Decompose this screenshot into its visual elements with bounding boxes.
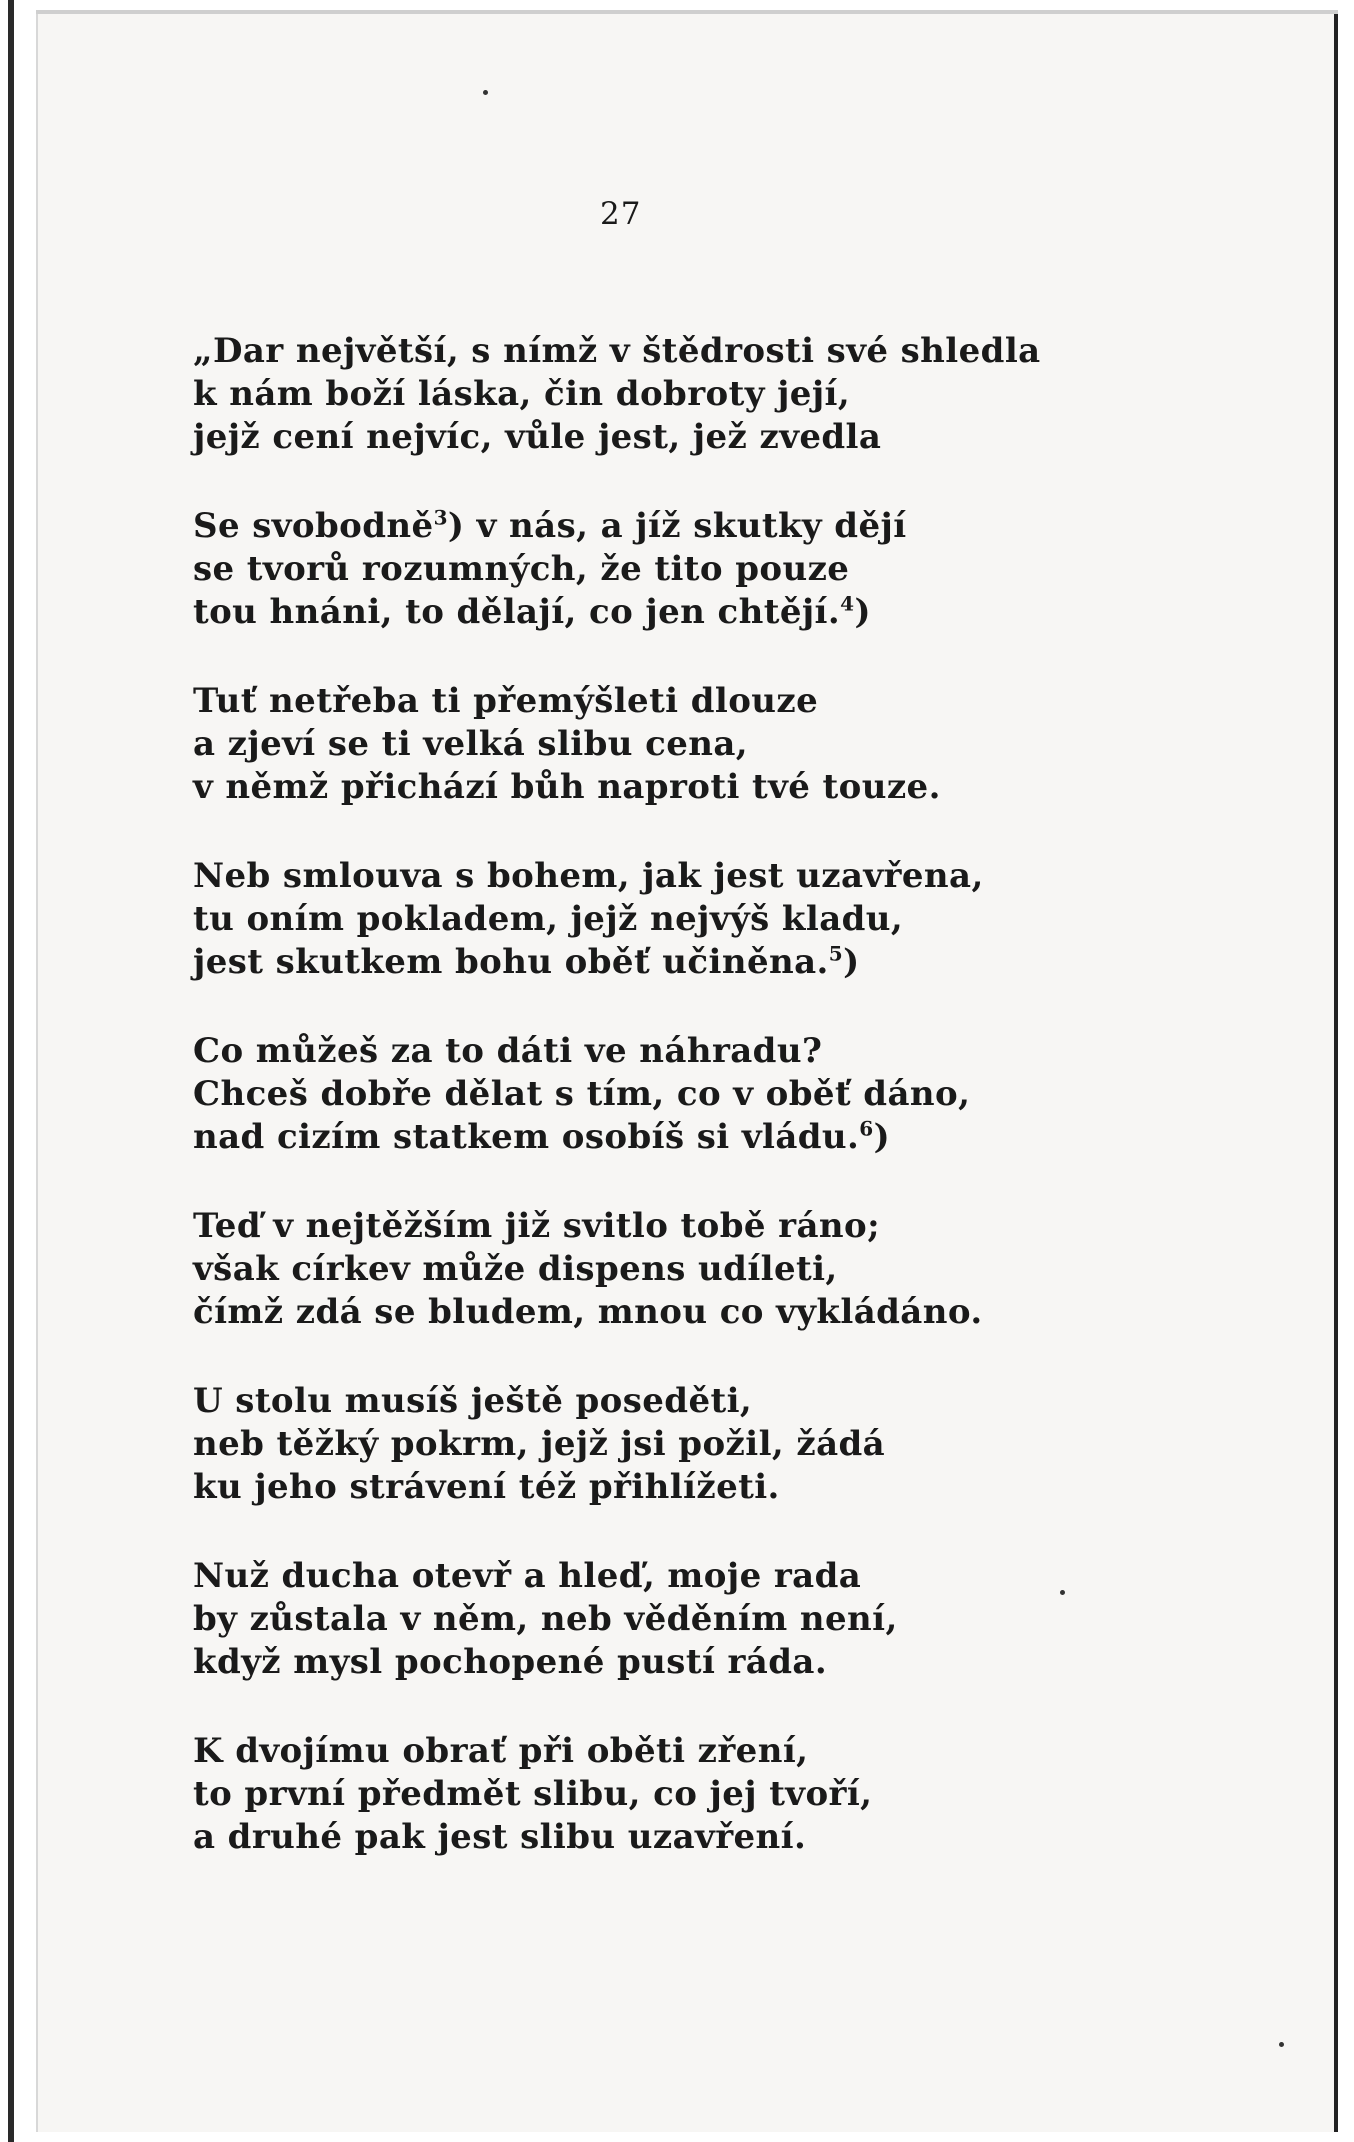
verse-line <box>193 898 1093 941</box>
verse-line <box>193 1730 1093 1773</box>
stanza <box>193 330 1093 459</box>
scan-left-edge <box>8 0 14 2142</box>
verse-text: se tvorů rozumných, že tito pouze <box>193 549 850 589</box>
verse-line <box>193 766 1093 809</box>
verse-text: Co můžeš za to dáti ve náhradu? <box>193 1031 823 1071</box>
verse-line <box>193 1116 1093 1159</box>
footnote-marker: 5 <box>828 941 844 966</box>
verse-line <box>193 855 1093 898</box>
scan-speck <box>1279 2042 1284 2047</box>
verse-line <box>193 1773 1093 1816</box>
verse-text: Teď v nejtěžším již svitlo tobě ráno; <box>193 1206 881 1246</box>
verse-line <box>193 1598 1093 1641</box>
stanza <box>193 1555 1093 1684</box>
verse-line <box>193 1466 1093 1509</box>
verse-text: a druhé pak jest slibu uzavření. <box>193 1817 807 1857</box>
verse-text: K dvojímu obrať při oběti zření, <box>193 1731 809 1771</box>
footnote-bracket: ) <box>843 942 860 982</box>
verse-line <box>193 1380 1093 1423</box>
verse-line <box>193 1555 1093 1598</box>
verse-text: v němž přichází bůh naproti tvé touze. <box>193 767 941 807</box>
footnote-marker: 4 <box>840 591 855 616</box>
verse-line <box>193 1291 1093 1334</box>
footnote-bracket: ) <box>873 1117 891 1157</box>
verse-line <box>193 723 1093 766</box>
verse-text: k nám boží láska, čin dobroty její, <box>193 374 851 414</box>
stanza <box>193 1030 1093 1159</box>
verse-line <box>193 1816 1093 1859</box>
verse-text: Neb smlouva s bohem, jak jest uzavřena, <box>193 856 984 896</box>
verse-text: neb těžký pokrm, jejž jsi požil, žádá <box>193 1424 886 1464</box>
stanza <box>193 505 1093 634</box>
footnote-bracket: ) <box>447 506 465 546</box>
footnote-bracket: ) <box>854 592 871 632</box>
footnote-marker: 3 <box>433 505 448 530</box>
verse-text-continued: v nás, a jíž skutky dějí <box>464 506 907 546</box>
verse-line <box>193 1248 1093 1291</box>
verse-text: Se svobodně <box>193 506 434 546</box>
verse-text: „Dar největší, s nímž v štědrosti své shledla <box>193 331 1041 371</box>
verse-line <box>193 416 1093 459</box>
verse-text: U stolu musíš ještě poseděti, <box>193 1381 753 1421</box>
verse-text: a zjeví se ti velká slibu cena, <box>193 724 749 764</box>
verse-line <box>193 330 1093 373</box>
verse-text: čímž zdá se bludem, mnou co vykládáno. <box>193 1292 983 1332</box>
verse-text: jest skutkem bohu oběť učiněna. <box>193 942 829 982</box>
verse-line <box>193 548 1093 591</box>
verse-line <box>193 1030 1093 1073</box>
verse-text: nad cizím statkem osobíš si vládu. <box>193 1117 860 1157</box>
verse-line <box>193 1073 1093 1116</box>
poem-body <box>193 330 1093 1905</box>
verse-line <box>193 941 1093 984</box>
verse-text: jejž cení nejvíc, vůle jest, jež zvedla <box>193 417 882 457</box>
stanza <box>193 1730 1093 1859</box>
verse-line <box>193 591 1093 634</box>
verse-line <box>193 680 1093 723</box>
footnote-marker: 6 <box>859 1116 874 1141</box>
verse-text: však církev může dispens udíleti, <box>193 1249 838 1289</box>
verse-text: ku jeho strávení též přihlížeti. <box>193 1467 780 1507</box>
stanza <box>193 680 1093 809</box>
stanza <box>193 1380 1093 1509</box>
verse-text: by zůstala v něm, neb věděním není, <box>193 1599 898 1639</box>
verse-text: to první předmět slibu, co jej tvoří, <box>193 1774 873 1814</box>
verse-line <box>193 505 1093 548</box>
verse-line <box>193 1205 1093 1248</box>
stanza <box>193 1205 1093 1334</box>
verse-text: když mysl pochopené pustí ráda. <box>193 1642 828 1682</box>
verse-text: Chceš dobře dělat s tím, co v oběť dáno, <box>193 1074 971 1114</box>
verse-text: tu oním pokladem, jejž nejvýš kladu, <box>193 899 904 939</box>
page-number: 27 <box>600 196 642 232</box>
verse-line <box>193 1641 1093 1684</box>
stanza <box>193 855 1093 984</box>
verse-text: tou hnáni, to dělají, co jen chtějí. <box>193 592 841 632</box>
verse-line <box>193 373 1093 416</box>
scan-speck <box>483 90 488 95</box>
verse-line <box>193 1423 1093 1466</box>
verse-text: Nuž ducha otevř a hleď, moje rada <box>193 1556 862 1596</box>
verse-text: Tuť netřeba ti přemýšleti dlouze <box>193 681 819 721</box>
